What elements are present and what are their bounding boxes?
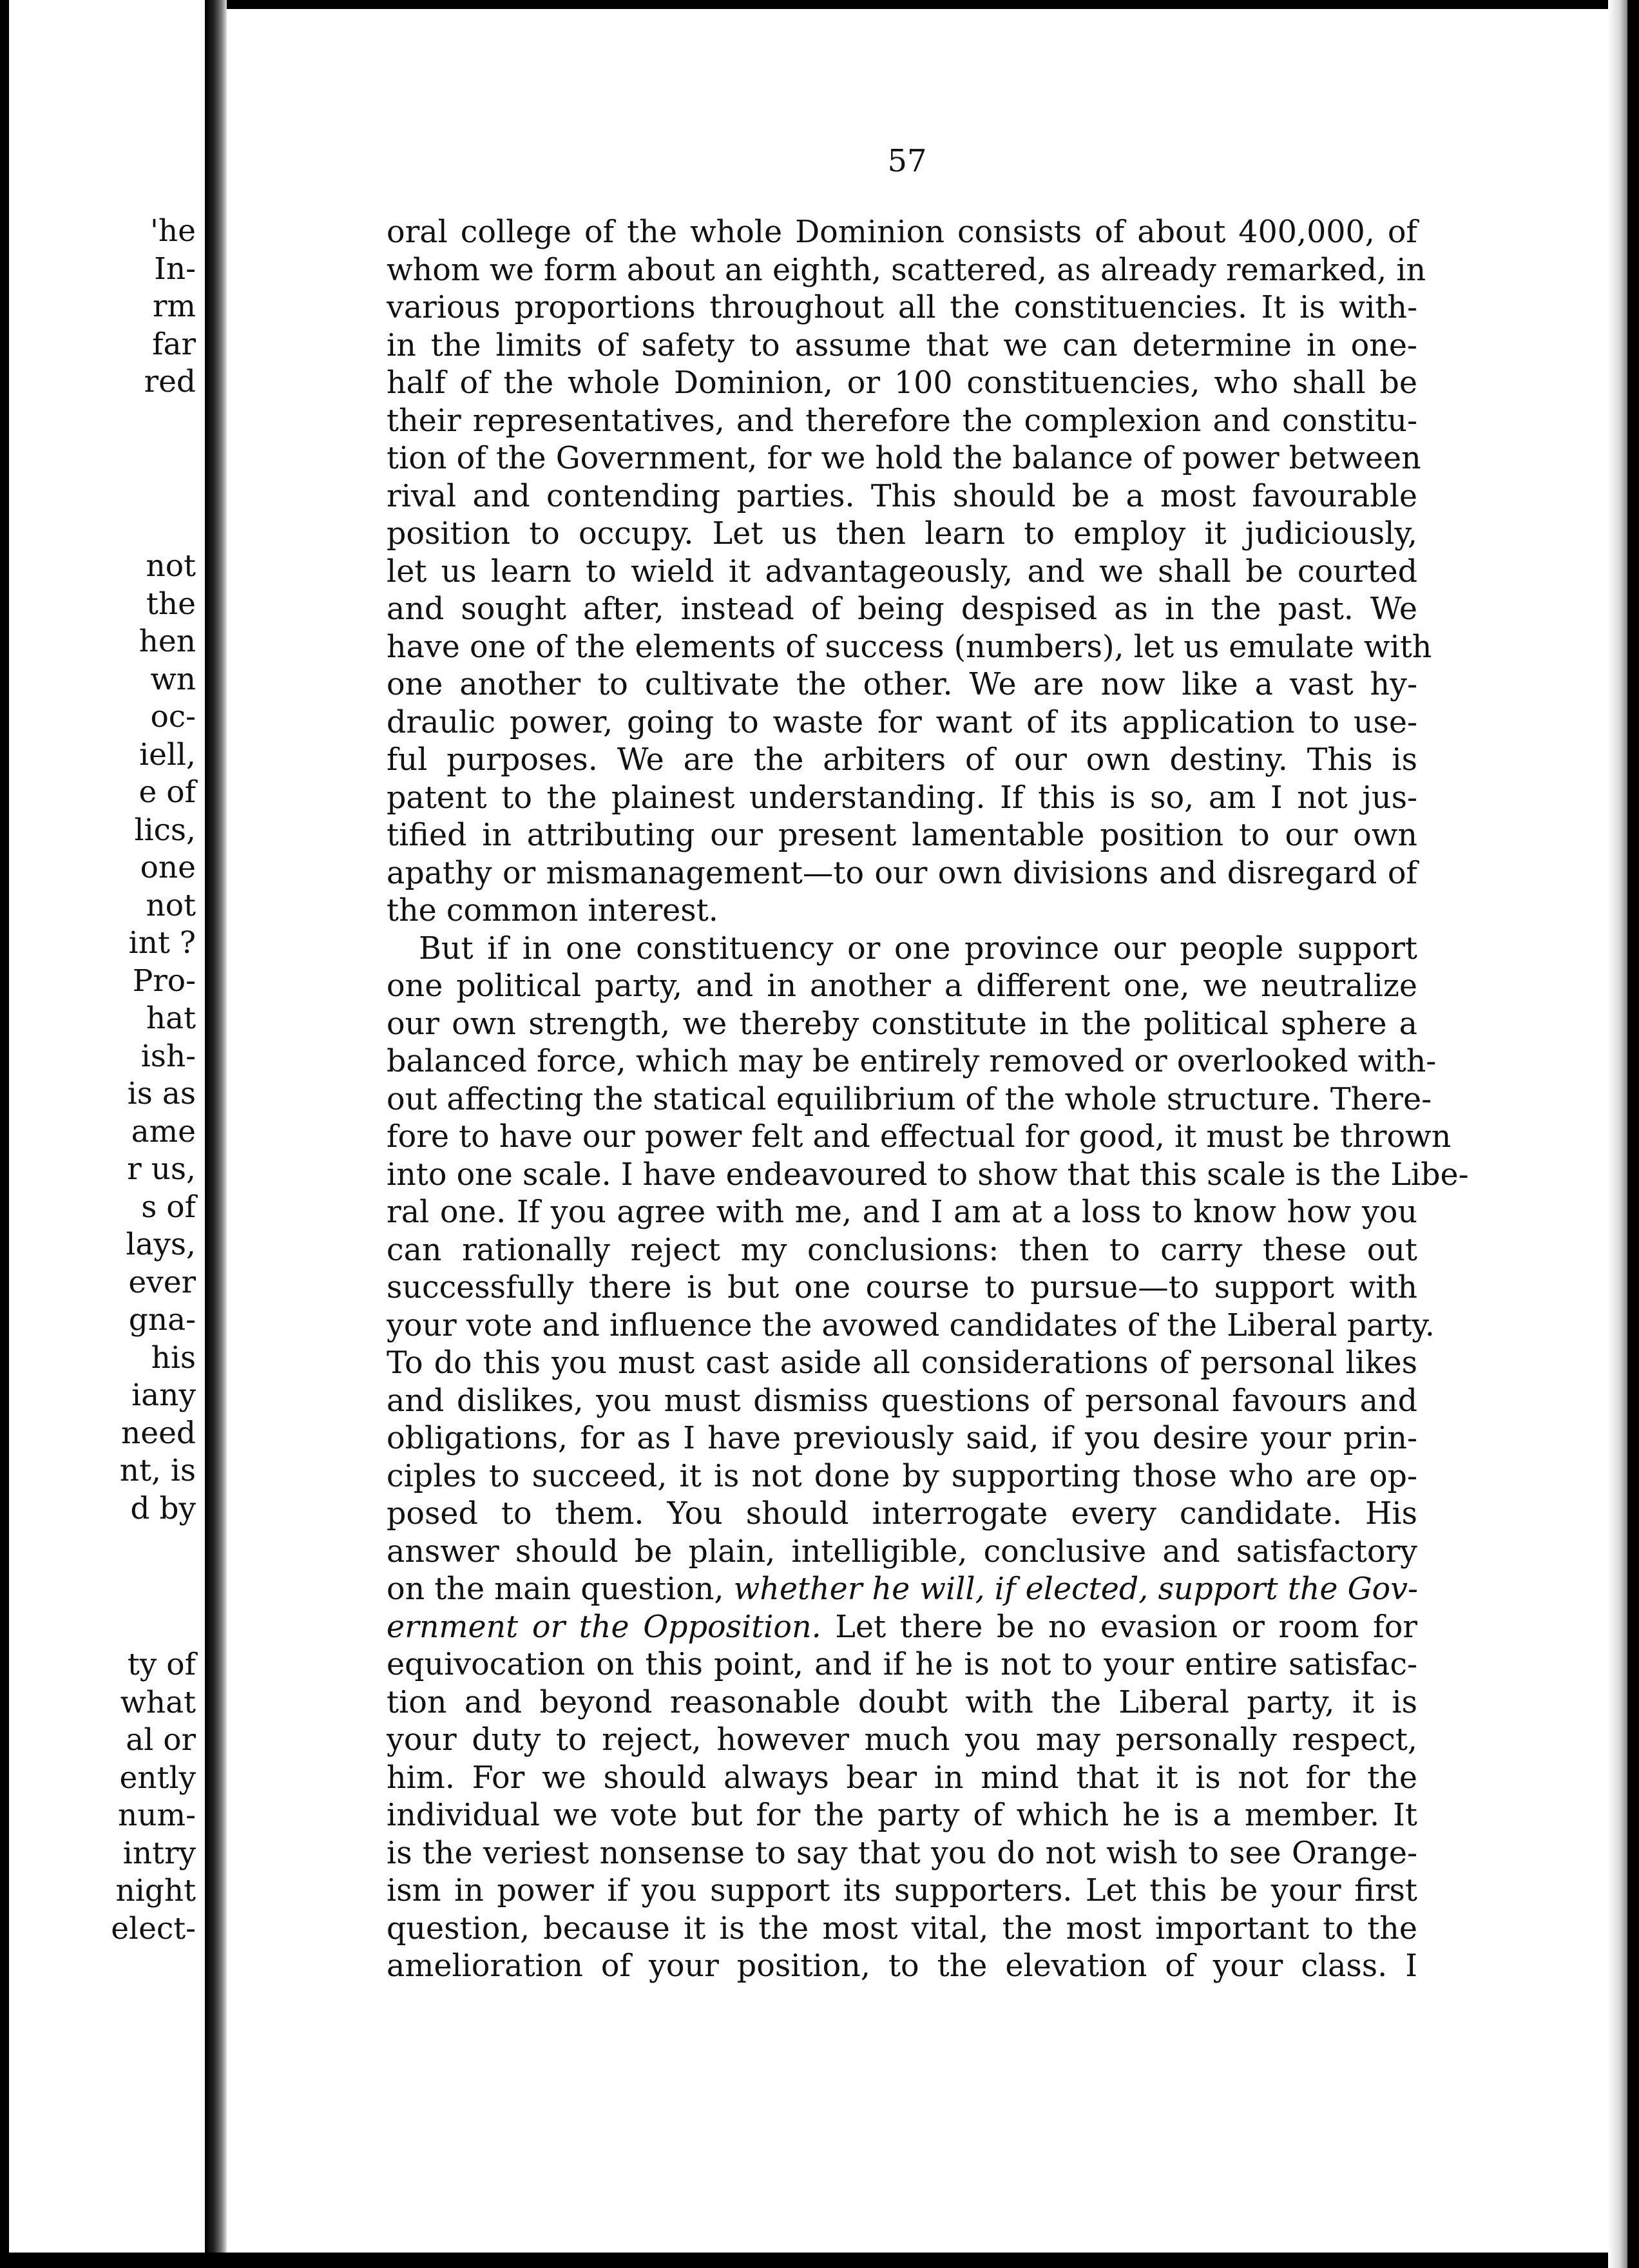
fragment-line: his bbox=[151, 1340, 196, 1376]
fragment-line: 'he bbox=[149, 213, 196, 249]
fragment-line: far bbox=[152, 326, 196, 362]
fragment-line: In- bbox=[154, 251, 196, 287]
text-line: To do this you must cast aside all considerations of personal likes bbox=[387, 1345, 1417, 1381]
fragment-line: ame bbox=[131, 1113, 196, 1149]
text-line: oral college of the whole Dominion consists of about 400,000, of bbox=[387, 215, 1417, 250]
text-segment: Let there be no evasion or room for bbox=[821, 1609, 1418, 1645]
italic-text-segment: whether he will, if elected, support the Gov- bbox=[733, 1571, 1419, 1607]
scan-edge-top bbox=[0, 0, 1639, 9]
text-line: draulic power, going to waste for want of its application to use- bbox=[387, 704, 1417, 740]
text-line: ciples to succeed, it is not done by supporting those who are op- bbox=[387, 1458, 1417, 1494]
fragment-line: gna- bbox=[128, 1302, 196, 1338]
fragment-line: wn bbox=[150, 661, 196, 697]
fragment-line: d by bbox=[130, 1490, 196, 1526]
fragment-line: lays, bbox=[126, 1227, 196, 1262]
text-line: obligations, for as I have previously said, if you desire your prin- bbox=[387, 1421, 1417, 1456]
text-line: one another to cultivate the other. We are now like a vast hy- bbox=[387, 667, 1417, 702]
fragment-line: one bbox=[140, 850, 196, 885]
text-line: question, because it is the most vital, the most important to the bbox=[387, 1910, 1417, 1946]
text-line: into one scale. I have endeavoured to show that this scale is the Libe- bbox=[387, 1157, 1469, 1193]
fragment-line: al or bbox=[126, 1722, 196, 1758]
text-line: position to occupy. Let us then learn to employ it judiciously, bbox=[387, 516, 1417, 552]
text-line: your duty to reject, however much you may personally respect, bbox=[387, 1722, 1417, 1758]
facing-page-group-3 bbox=[111, 1646, 196, 1948]
text-line: tified in attributing our present lamentable position to our own bbox=[387, 818, 1417, 853]
text-line: half of the whole Dominion, or 100 constituencies, who shall be bbox=[387, 365, 1417, 401]
fragment-line: Pro- bbox=[132, 963, 196, 999]
text-line: in the limits of safety to assume that we can determine in one- bbox=[387, 327, 1417, 363]
paragraph-2 bbox=[387, 930, 1469, 1986]
text-line: apathy or mismanagement—to our own divisions and disregard of bbox=[387, 855, 1417, 891]
text-line: patent to the plainest understanding. If this is so, am I not jus- bbox=[387, 780, 1417, 816]
fragment-line: r us, bbox=[127, 1151, 196, 1187]
text-line: is the veriest nonsense to say that you do not wish to see Orange- bbox=[387, 1835, 1417, 1871]
text-line-mixed bbox=[387, 1609, 1417, 1647]
text-line: the common interest. bbox=[387, 893, 718, 928]
scan-edge-left bbox=[0, 0, 9, 2268]
text-line: let us learn to wield it advantageously, and we shall be courted bbox=[387, 553, 1417, 590]
facing-page-group-2 bbox=[120, 548, 196, 1528]
fragment-line: oc- bbox=[150, 699, 196, 735]
text-line: one political party, and in another a different one, we neutralize bbox=[387, 968, 1417, 1004]
fragment-line: not bbox=[146, 887, 196, 923]
fragment-line: night bbox=[115, 1873, 196, 1908]
fragment-line: elect- bbox=[111, 1910, 196, 1946]
fragment-line: rm bbox=[152, 289, 196, 324]
text-line: tion and beyond reasonable doubt with the Liberal party, it is bbox=[387, 1684, 1417, 1720]
fragment-line: e of bbox=[139, 774, 196, 810]
text-line: amelioration of your position, to the elevation of your class. I bbox=[387, 1948, 1417, 1984]
fragment-line: lics, bbox=[134, 812, 196, 848]
page-edge-shadow bbox=[1608, 0, 1627, 2268]
scan-edge-right bbox=[1627, 0, 1639, 2268]
facing-page-group-1 bbox=[144, 213, 196, 401]
fragment-line: not bbox=[146, 548, 196, 584]
fragment-line: intry bbox=[122, 1835, 196, 1871]
fragment-line: s of bbox=[141, 1189, 196, 1225]
fragment-line: is as bbox=[127, 1076, 196, 1111]
text-line: can rationally reject my conclusions: then to carry these out bbox=[387, 1232, 1417, 1268]
text-segment: on the main question, bbox=[387, 1571, 734, 1607]
text-line: ral one. If you agree with me, and I am at a loss to know how you bbox=[387, 1195, 1417, 1230]
text-line: and dislikes, you must dismiss questions of personal favours and bbox=[387, 1383, 1417, 1419]
fragment-line: hen bbox=[139, 624, 196, 659]
fragment-line: iell, bbox=[139, 736, 196, 773]
fragment-line: ever bbox=[128, 1264, 196, 1300]
text-line: our own strength, we thereby constitute in the political sphere a bbox=[387, 1006, 1417, 1042]
text-line: ful purposes. We are the arbiters of our own destiny. This is bbox=[387, 742, 1417, 778]
fragment-line: int ? bbox=[128, 925, 196, 961]
text-line: successfully there is but one course to pursue—to support with bbox=[387, 1270, 1417, 1305]
text-line: posed to them. You should interrogate every candidate. His bbox=[387, 1496, 1417, 1532]
text-line: rival and contending parties. This should be a most favourable bbox=[387, 478, 1417, 514]
text-line: him. For we should always bear in mind that it is not for the bbox=[387, 1760, 1417, 1796]
text-line: But if in one constituency or one province our people support bbox=[419, 930, 1417, 966]
text-line-mixed bbox=[387, 1571, 1417, 1609]
text-line: equivocation on this point, and if he is not to your entire satisfac- bbox=[387, 1647, 1417, 1682]
facing-page-fragment bbox=[9, 0, 205, 2253]
text-line: their representatives, and therefore the complexion and constitu- bbox=[387, 403, 1417, 439]
fragment-line: ish- bbox=[140, 1038, 196, 1074]
text-line: and sought after, instead of being despised as in the past. We bbox=[387, 591, 1417, 627]
fragment-line: num- bbox=[118, 1798, 196, 1833]
page-number: 57 bbox=[887, 143, 927, 179]
italic-text-segment: ernment or the Opposition. bbox=[387, 1609, 821, 1645]
fragment-line: what bbox=[120, 1684, 196, 1720]
body-text bbox=[387, 214, 1469, 1986]
fragment-line: need bbox=[121, 1415, 196, 1451]
fragment-line: ty of bbox=[127, 1647, 196, 1682]
text-line: various proportions throughout all the constituencies. It is with- bbox=[387, 290, 1417, 325]
text-line: ism in power if you support its supporters. Let this be your first bbox=[387, 1873, 1417, 1908]
fragment-line: hat bbox=[146, 1001, 196, 1036]
fragment-line: iany bbox=[131, 1378, 196, 1413]
text-line: have one of the elements of success (numbers), let us emulate with bbox=[387, 629, 1432, 665]
book-gutter bbox=[205, 0, 227, 2253]
fragment-line: the bbox=[146, 586, 196, 622]
text-line: answer should be plain, intelligible, conclusive and satisfactory bbox=[387, 1533, 1417, 1570]
text-line: balanced force, which may be entirely removed or overlooked with- bbox=[387, 1044, 1437, 1079]
text-line: tion of the Government, for we hold the balance of power between bbox=[387, 441, 1421, 476]
text-line: whom we form about an eighth, scattered, as already remarked, in bbox=[387, 252, 1426, 288]
scan-edge-bottom bbox=[0, 2253, 1639, 2268]
fragment-line: red bbox=[144, 364, 196, 399]
paragraph-1 bbox=[387, 214, 1432, 930]
text-line: out affecting the statical equilibrium of the whole structure. There- bbox=[387, 1081, 1432, 1117]
text-line: your vote and influence the avowed candidates of the Liberal party. bbox=[387, 1307, 1435, 1343]
text-line: individual we vote but for the party of which he is a member. It bbox=[387, 1798, 1417, 1833]
text-line: fore to have our power felt and effectual for good, it must be thrown bbox=[387, 1119, 1452, 1155]
fragment-line: ently bbox=[119, 1760, 196, 1796]
fragment-line: nt, is bbox=[119, 1453, 196, 1488]
